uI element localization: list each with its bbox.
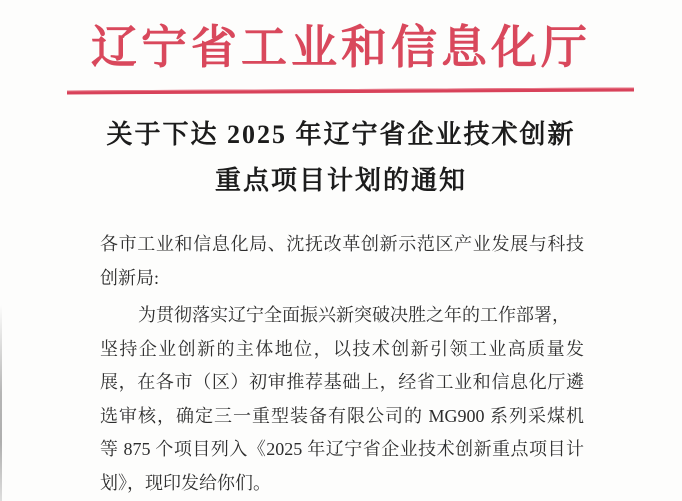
notice-title [0,112,682,204]
body-line-3: 展，在各市（区）初审推荐基础上，经省工业和信息化厅遴 [100,372,584,392]
body-line-2: 坚持企业创新的主体地位，以技术创新引领工业高质量发 [100,338,584,359]
body-line-4: 选审核，确定三一重型装备有限公司的 MG900 系列采煤机 [100,405,584,426]
body-line-5: 等 875 个项目列入《2025 年辽宁省企业技术创新重点项目计 [100,439,584,459]
body-line-1: 为贯彻落实辽宁全面振兴新突破决胜之年的工作部署， [138,305,570,325]
notice-body [100,228,584,500]
notice-title-line1: 关于下达 2025 年辽宁省企业技术创新 [106,120,576,149]
body-line-6: 划》，现印发给你们。 [100,472,271,493]
recipients-line-1: 各市工业和信息化局、沈抚改革创新示范区产业发展与科技 [100,234,584,254]
recipients-line-2: 创新局: [100,267,160,288]
notice-title-line2: 重点项目计划的通知 [214,166,467,195]
letterhead-divider-line [67,88,634,95]
letterhead-agency-title: 辽宁省工业和信息化厅 [91,22,591,73]
scan-edge-artifact [0,305,2,501]
